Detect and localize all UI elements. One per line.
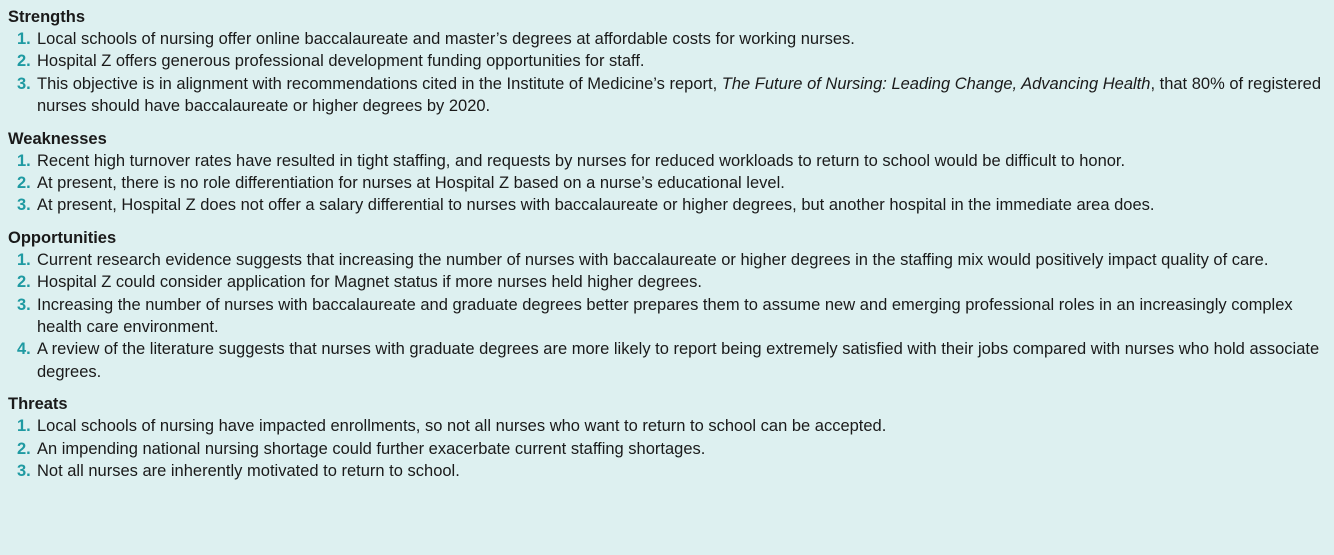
section-opportunities (8, 227, 1326, 383)
section-threats (8, 393, 1326, 482)
list-item (8, 28, 1326, 50)
list-item (8, 50, 1326, 72)
list-number: 2. (17, 52, 31, 71)
list-item-text: Hospital Z offers generous professional development funding opportunities for staff. (37, 52, 645, 71)
list-number: 2. (17, 174, 31, 193)
list-number: 1. (17, 151, 31, 170)
list-item-text-before: This objective is in alignment with recommendations cited in the Institute of Medicine’s report, (37, 74, 722, 93)
list-item-text: Current research evidence suggests that increasing the number of nurses with baccalaureate or higher degrees in the staffing mix would positively impact quality of care. (37, 250, 1269, 269)
list-number: 1. (17, 417, 31, 436)
list-item (8, 415, 1326, 437)
opportunities-list (8, 249, 1326, 383)
list-item (8, 194, 1326, 216)
list-item-text: Not all nurses are inherently motivated to return to school. (37, 462, 460, 481)
section-title-threats: Threats (8, 395, 68, 414)
list-item-text: A review of the literature suggests that nurses with graduate degrees are more likely to report being extremely satisfied with their jobs compared with nurses who hold associate degrees. (37, 340, 1320, 381)
report-title-italic: The Future of Nursing: Leading Change, Advancing Health (721, 74, 1151, 93)
list-number: 1. (17, 30, 31, 48)
list-item-text: Increasing the number of nurses with baccalaureate and graduate degrees better prepares them to assume new and emerging professional roles in an increasingly complex health care environment. (37, 295, 1293, 337)
list-item-text: Recent high turnover rates have resulted in tight staffing, and requests by nurses for reduced workloads to return to school would be difficult to honor. (37, 151, 1126, 170)
list-item (8, 460, 1326, 482)
section-title-strengths: Strengths (8, 8, 86, 26)
list-item (8, 150, 1326, 172)
list-item (8, 249, 1326, 271)
list-number: 4. (17, 340, 31, 359)
section-title-weaknesses: Weaknesses (8, 129, 107, 148)
list-number: 3. (17, 462, 31, 481)
strengths-list (8, 28, 1326, 118)
list-item (8, 338, 1326, 383)
list-item-text: Local schools of nursing have impacted enrollments, so not all nurses who want to return to school can be accepted. (37, 417, 887, 436)
list-item (8, 172, 1326, 194)
section-weaknesses (8, 128, 1326, 217)
threats-list (8, 415, 1326, 482)
list-item (8, 73, 1326, 118)
section-strengths (8, 6, 1326, 118)
list-item-text-after: , that 80% of registered nurses should have baccalaureate or higher degrees by 2020. (37, 74, 1322, 116)
list-item-text: An impending national nursing shortage could further exacerbate current staffing shortages. (37, 439, 706, 458)
list-item (8, 438, 1326, 460)
list-item-text: Hospital Z could consider application for Magnet status if more nurses held higher degrees. (37, 273, 702, 292)
list-item (8, 294, 1326, 339)
list-number: 3. (17, 196, 31, 215)
list-item-text: Local schools of nursing offer online baccalaureate and master’s degrees at affordable costs for working nurses. (37, 30, 855, 48)
list-number: 3. (17, 74, 31, 93)
list-number: 3. (17, 295, 31, 314)
list-item (8, 271, 1326, 293)
list-number: 1. (17, 250, 31, 269)
list-number: 2. (17, 439, 31, 458)
list-item-text: At present, there is no role differentiation for nurses at Hospital Z based on a nurse’s educational level. (37, 174, 785, 193)
section-title-opportunities: Opportunities (8, 228, 117, 247)
weaknesses-list (8, 150, 1326, 217)
list-number: 2. (17, 273, 31, 292)
list-item-text: At present, Hospital Z does not offer a salary differential to nurses with baccalaureate or higher degrees, but another hospital in the immediate area does. (37, 196, 1155, 215)
